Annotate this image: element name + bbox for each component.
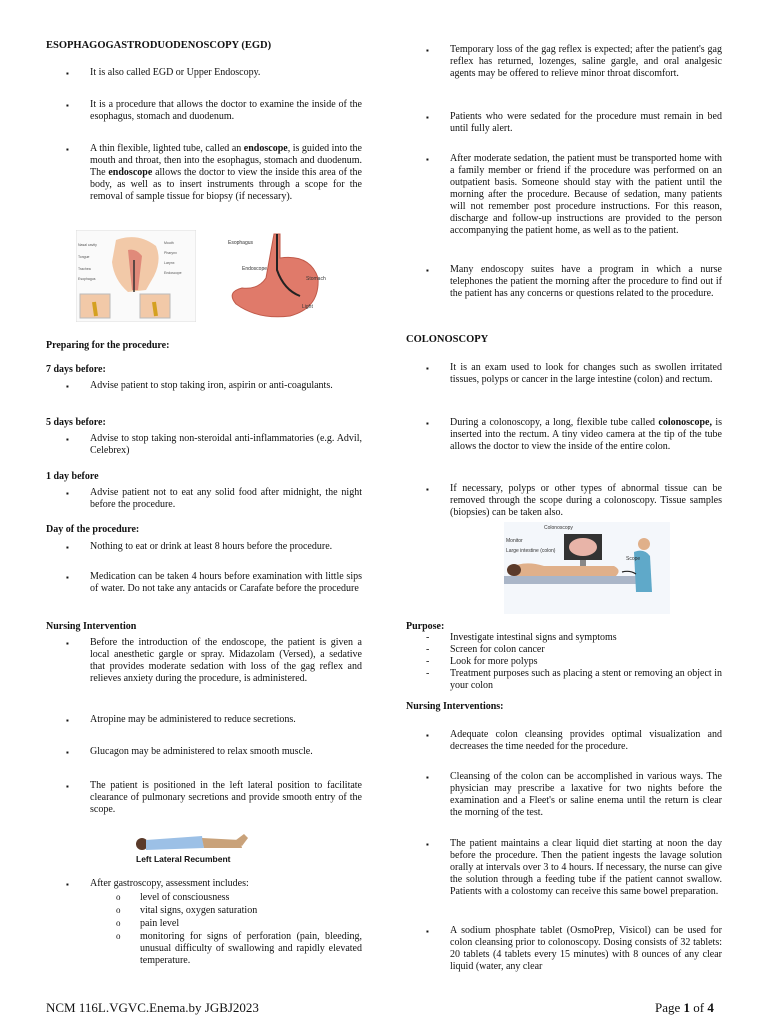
bullet: ▪ [426,731,429,740]
fig3-label: Scope [626,556,641,562]
fig1-label: Pharynx [164,251,177,255]
ni-item-1: Before the introduction of the endoscope, the patient is given a local anesthetic gargle or spray. Midazolam (Versed), a sedative that provides moderate sedation with loss of the gag reflex and relieves anxiety during the procedure, is administered. [90,637,362,684]
one-day-heading: 1 day before [46,471,99,482]
dash-bullet: - [426,632,430,643]
ni-item-5: After gastroscopy, assessment includes: [90,878,249,889]
bullet: ▪ [66,748,69,757]
seven-days-item: Advise patient to stop taking iron, aspirin or anti-coagulants. [90,380,333,391]
colo-item-2: During a colonoscopy, a long, flexible tube called colonoscope, is inserted into the rectum. A tiny video camera at the tip of the tube allows the doctor to view the inside of the entire colon. [450,417,723,452]
bullet: ▪ [66,639,69,648]
left-lateral-caption: Left Lateral Recumbent [136,854,231,864]
five-days-item: Advise to stop taking non-steroidal anti-inflammatories (e.g. Advil, Celebrex) [90,433,362,456]
colo-ni-item-3: The patient maintains a clear liquid diet starting at noon the day before the procedure. Then the patient ingests the lavage solution orally at intervals over 3 to 4 hours. If necessary, the nurse can give the solution through a feeding tube if the patient cannot swallow. Patients with a colostomy can receive this same bowel preparation. [450,838,722,897]
egd-post-item-1: Temporary loss of the gag reflex is expected; after the patient's gag reflex has returned, lozenges, saline gargle, and oral analgesic agents may be offered to relieve minor throat discomfort. [450,44,722,79]
egd-post-item-4: Many endoscopy suites have a program in which a nurse telephones the patient the morning after the procedure to find out if the patient has any concerns or questions related to the procedure. [450,264,722,299]
dash-bullet: - [426,644,430,655]
fig3-label: Monitor [506,538,523,544]
sub-bullet: o [116,918,121,928]
egd-post-item-3: After moderate sedation, the patient must be transported home with a family member or friend if the procedure was performed on an outpatient basis. Someone should stay with the patient until the morning after the procedure. Because of sedation, many patients will not remember post procedure instructions. For this reason, discharge and follow-up instructions are provided to the person accompanying the patient home, as well as to the patient. [450,153,722,236]
fig2-label: Stomach [306,276,326,282]
nursing-intervention-heading: Nursing Intervention [46,621,137,632]
dash-bullet: - [426,656,430,667]
colonoscopy-title: COLONOSCOPY [406,334,489,345]
purpose-item-3: Look for more polyps [450,656,538,667]
fig2-label: Esophagus [228,240,254,246]
seven-days-heading: 7 days before: [46,364,106,375]
assessment-item-2: vital signs, oxygen saturation [140,905,258,916]
sub-bullet: o [116,931,121,941]
footer-doc-id: NCM 116L.VGVC.Enema.by JGBJ2023 [46,1000,259,1015]
egd-bullet-2: It is a procedure that allows the doctor to examine the inside of the esophagus, stomach and duodenum. [90,99,362,122]
bullet: ▪ [426,364,429,373]
day-of-heading: Day of the procedure: [46,524,140,535]
bullet: ▪ [426,46,429,55]
egd-bullet-1: It is also called EGD or Upper Endoscopy. [90,67,261,78]
purpose-item-2: Screen for colon cancer [450,644,545,655]
bullet: ▪ [426,113,429,122]
bullet: ▪ [66,382,69,391]
bullet: ▪ [426,840,429,849]
colonoscopy-figure [504,522,670,614]
day-of-item-2: Medication can be taken 4 hours before examination with little sips of water. Do not take any antacids or Carafate before the procedure [90,571,362,594]
bullet: ▪ [426,773,429,782]
five-days-heading: 5 days before: [46,417,106,428]
anatomy-figure [76,230,196,322]
bullet: ▪ [426,419,429,428]
ni-item-4: The patient is positioned in the left lateral position to facilitate clearance of pulmonary secretions and provide smooth entry of the scope. [90,780,362,815]
fig1-label: Tongue [78,255,90,259]
ni-item-2: Atropine may be administered to reduce secretions. [90,714,296,725]
colo-ni-item-2: Cleansing of the colon can be accomplished in various ways. The physician may prescribe a laxative for two nights before the examination and a Fleet's or saline enema until the return is clear the morning of the test. [450,771,722,818]
fig3-label: Colonoscopy [544,525,573,531]
fig1-label: Larynx [164,261,175,265]
ni-item-3: Glucagon may be administered to relax smooth muscle. [90,746,313,757]
dash-bullet: - [426,668,430,679]
day-of-item-1: Nothing to eat or drink at least 8 hours before the procedure. [90,541,333,552]
bullet: ▪ [66,880,69,889]
egd-post-item-2: Patients who were sedated for the procedure must remain in bed until fully alert. [450,111,722,134]
left-lateral-figure [132,826,252,866]
fig2-label: Light [302,304,313,310]
bullet: ▪ [66,435,69,444]
one-day-item: Advise patient not to eat any solid food after midnight, the night before the procedure. [90,487,362,510]
prep-heading: Preparing for the procedure: [46,340,170,351]
assessment-item-3: pain level [140,918,180,929]
colo-ni-item-4: A sodium phosphate tablet (OsmoPrep, Visicol) can be used for colon cleansing prior to colonoscopy. Dosing consists of 32 tablets: 20 tablets (4 tablets every 15 minutes) with 8 ounces of any clear liquid (water, any clear [450,925,722,972]
fig1-label: Esophagus [78,277,96,281]
bullet: ▪ [426,266,429,275]
bullet: ▪ [66,145,69,154]
bullet: ▪ [66,543,69,552]
bullet: ▪ [426,155,429,164]
sub-bullet: o [116,892,121,902]
colo-item-1: It is an exam used to look for changes such as swollen irritated tissues, polyps or cancer in the large intestine (colon) and rectum. [450,362,722,385]
page-indicator: Page 1 of 4 [655,1000,714,1015]
sub-bullet: o [116,905,121,915]
egd-title: ESOPHAGOGASTRODUODENOSCOPY (EGD) [46,40,272,51]
purpose-item-1: Investigate intestinal signs and symptoms [450,632,617,643]
purpose-item-4: Treatment purposes such as placing a stent or removing an object in your colon [450,668,722,691]
bullet: ▪ [66,716,69,725]
bullet: ▪ [66,101,69,110]
colo-item-3: If necessary, polyps or other types of abnormal tissue can be removed through the scope during a colonoscopy. Tissue samples (biopsies) can be taken also. [450,483,722,518]
assessment-item-1: level of consciousness [140,892,230,903]
assessment-item-4: monitoring for signs of perforation (pain, bleeding, unusual difficulty of swallowing and rapidly elevated temperature. [140,931,362,966]
bullet: ▪ [66,573,69,582]
colo-nursing-heading: Nursing Interventions: [406,701,504,712]
purpose-heading: Purpose: [406,621,445,632]
fig1-label: Endoscope [164,271,182,275]
fig1-label: Nasal cavity [78,243,97,247]
fig1-label: Mouth [164,241,174,245]
fig2-label: Endoscope [242,266,268,272]
fig1-label: Trachea [78,267,91,271]
bullet: ▪ [66,782,69,791]
stomach-figure [214,230,334,322]
bullet: ▪ [66,489,69,498]
bullet: ▪ [66,69,69,78]
fig3-label: Large intestine (colon) [506,548,556,554]
bullet: ▪ [426,485,429,494]
egd-bullet-3: A thin flexible, lighted tube, called an endoscope, is guided into the mouth and throat, then into the esophagus, stomach and duodenum. The endoscope allows the doctor to view the inside this area of the body, as well as to insert instruments through a scope for the removal of sample tissue for biopsy (if necessary). [90,143,362,202]
colo-ni-item-1: Adequate colon cleansing provides optimal visualization and decreases the time needed for the procedure. [450,729,722,752]
bullet: ▪ [426,927,429,936]
